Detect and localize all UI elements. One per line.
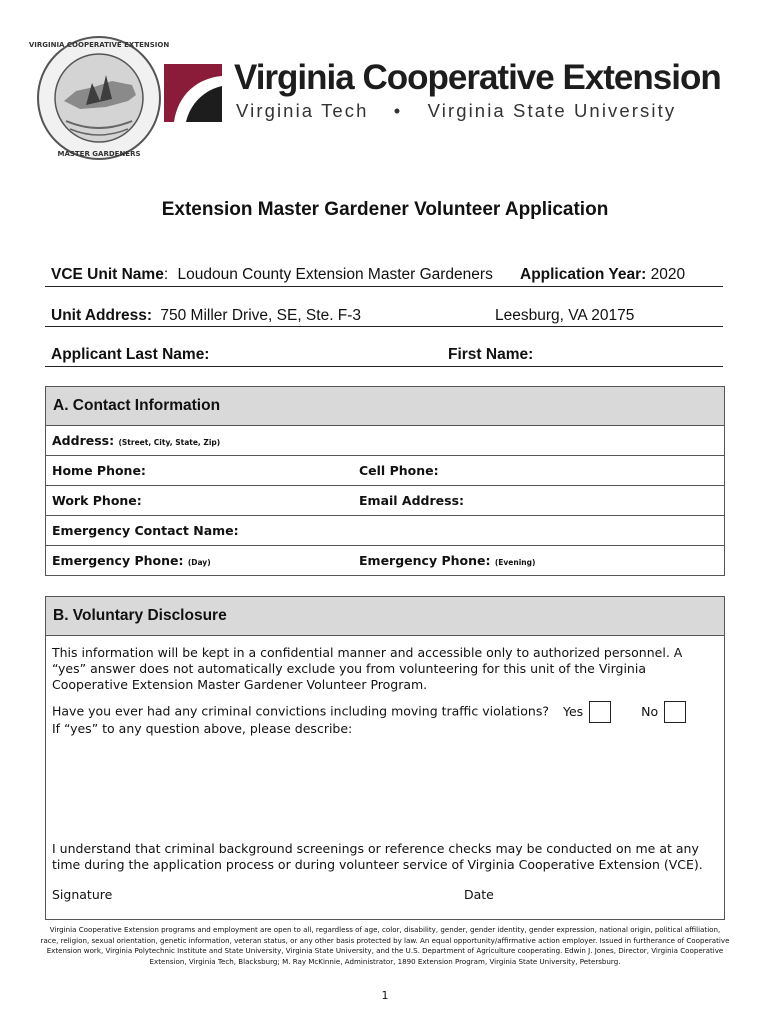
master-gardeners-seal-logo [28, 35, 170, 161]
describe-prompt: If “yes” to any question above, please describe: [52, 721, 353, 736]
emergency-name-label: Emergency Contact Name: [52, 523, 239, 538]
page-number: 1 [381, 989, 389, 1002]
cell-phone-label: Cell Phone: [359, 463, 439, 478]
yes-label: Yes [562, 703, 584, 719]
no-label: No [641, 703, 659, 719]
cell-phone-field[interactable] [353, 456, 724, 485]
email-label: Email Address: [359, 493, 465, 508]
describe-answer-area[interactable] [46, 737, 724, 841]
applicant-last-name-label[interactable] [51, 346, 209, 364]
org-sub-right: Virginia State University [427, 100, 677, 121]
emergency-contact-name-field[interactable] [46, 516, 724, 545]
application-year-label: Application Year: [520, 266, 647, 283]
home-phone-label: Home Phone: [52, 463, 146, 478]
emergency-phone-evening-field[interactable] [353, 546, 724, 575]
address-label: Address: [52, 433, 115, 448]
emergency-eve-hint: (Evening) [494, 558, 536, 567]
unit-address-line [51, 307, 361, 325]
unit-name-value[interactable]: Loudoun County Extension Master Gardeners [177, 266, 493, 283]
unit-address-value[interactable]: 750 Miller Drive, SE, Ste. F-3 [160, 307, 362, 324]
vce-logo-mark [164, 64, 222, 122]
section-voluntary-disclosure [45, 596, 725, 920]
emergency-day-label: Emergency Phone: [52, 553, 184, 568]
org-subtitle [236, 100, 676, 122]
convictions-question: Have you ever had any criminal convictions including moving traffic violations? [52, 703, 549, 719]
footer-disclaimer: Virginia Cooperative Extension programs and employment are open to all, regardless of age, color, disability, gender, gender identity, gender expression, national origin, political affiliation, race, religion, sexual orientation, genetic information, veteran status, or any other basis protected by law. An equal opportunity/affirmative action employer. Issued in furtherance of Cooperative Extension work, Virginia Polytechnic Institute and State University, Virginia State University, and the U.S. Department of Agriculture cooperating. Edwin J. Jones, Director, Virginia Cooperative Extension, Virginia Tech, Blacksburg; M. Ray McKinnie, Administrator, 1890 Extension Program, Virginia State University, Petersburg. [40, 925, 730, 966]
first-name-label[interactable] [448, 346, 533, 364]
address-hint: (Street, City, State, Zip) [118, 438, 221, 447]
home-phone-field[interactable] [46, 456, 353, 485]
unit-name-sep: : [163, 266, 169, 283]
org-sub-sep: • [393, 100, 403, 121]
last-name-label-text: Applicant Last Name: [51, 346, 210, 363]
convictions-question-row [46, 701, 724, 723]
org-sub-left: Virginia Tech [236, 100, 369, 121]
unit-name-line [51, 266, 493, 284]
emergency-phone-row [46, 546, 724, 575]
emergency-day-hint: (Day) [187, 558, 211, 567]
section-a-heading: A. Contact Information [46, 387, 724, 426]
address-row[interactable] [46, 426, 724, 456]
divider-line [45, 366, 723, 367]
emergency-phone-day-field[interactable] [46, 546, 353, 575]
divider-line [45, 326, 723, 327]
seal-top-text: VIRGINIA COOPERATIVE EXTENSION [28, 41, 170, 49]
document-title: Extension Master Gardener Volunteer Application [161, 199, 609, 220]
phone-row [46, 456, 724, 486]
emergency-name-row [46, 516, 724, 546]
signature-row [46, 887, 724, 903]
email-field[interactable] [353, 486, 724, 515]
section-b-heading: B. Voluntary Disclosure [46, 597, 724, 636]
seal-bottom-text: MASTER GARDENERS [57, 150, 141, 158]
signature-field[interactable]: Signature [52, 887, 113, 902]
work-phone-label: Work Phone: [52, 493, 142, 508]
section-contact-information [45, 386, 725, 576]
date-field[interactable]: Date [464, 887, 494, 902]
disclosure-intro: This information will be kept in a confidential manner and accessible only to authorized personnel. A “yes” answer does not automatically exclude you from volunteering for this unit of the Virginia Cooperative Extension Master Gardener Volunteer Program. [52, 645, 683, 692]
emergency-eve-label: Emergency Phone: [359, 553, 491, 568]
work-email-row [46, 486, 724, 516]
first-name-label-text: First Name: [448, 346, 534, 363]
divider-line [45, 286, 723, 287]
work-phone-field[interactable] [46, 486, 353, 515]
no-checkbox[interactable] [664, 701, 686, 723]
address-field[interactable] [46, 426, 724, 455]
unit-address-label: Unit Address: [51, 307, 153, 324]
unit-name-label: VCE Unit Name [51, 266, 164, 283]
org-name: Virginia Cooperative Extension [234, 58, 721, 97]
yes-checkbox[interactable] [589, 701, 611, 723]
application-year-value[interactable]: 2020 [650, 266, 686, 283]
unit-city-value[interactable]: Leesburg, VA 20175 [495, 307, 635, 324]
understand-statement: I understand that criminal background screenings or reference checks may be conducted on me at any time during the application process or during volunteer service of Virginia Cooperative Extension (VCE). [52, 841, 703, 872]
application-year-line [520, 266, 685, 284]
